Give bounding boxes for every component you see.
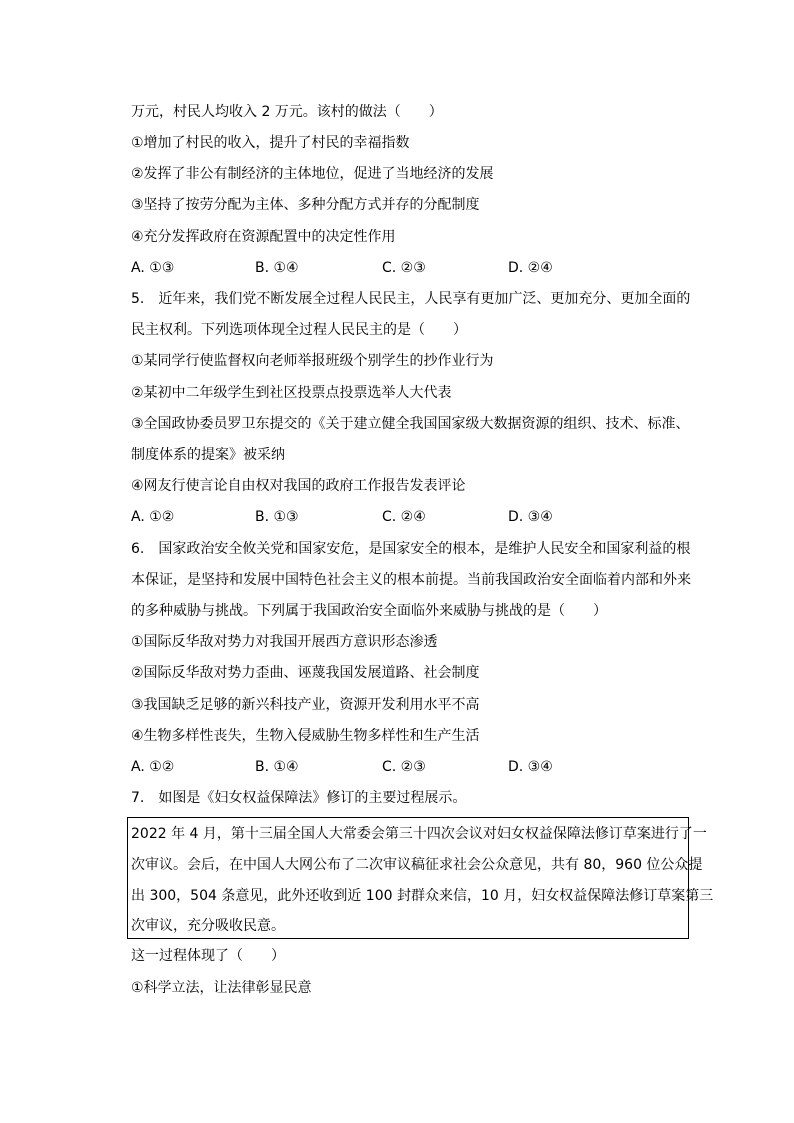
q5-option-b: B. ①③ (255, 509, 299, 525)
q4-option-a: A. ①③ (131, 260, 175, 276)
q6-stem-2: 本保证，是坚持和发展中国特色社会主义的根本前提。当前我国政治安全面临着内部和外来 (131, 572, 691, 588)
q5-statement-3b: 制度体系的提案》被采纳 (131, 447, 285, 463)
q6-statement-2: ②国际反华敌对势力歪曲、诬蔑我国发展道路、社会制度 (131, 665, 480, 681)
q6-option-b: B. ①④ (255, 759, 299, 775)
q6-statement-3: ③我国缺乏足够的新兴科技产业，资源开发利用水平不高 (131, 697, 480, 713)
q7-statement-1: ①科学立法，让法律彰显民意 (131, 980, 312, 996)
q6-option-d: D. ③④ (508, 759, 553, 775)
q4-statement-1: ①增加了村民的收入，提升了村民的幸福指数 (131, 135, 410, 151)
q4-statement-4: ④充分发挥政府在资源配置中的决定性作用 (131, 229, 396, 245)
q5-option-a: A. ①② (131, 509, 175, 525)
q5-option-c: C. ②④ (382, 509, 426, 525)
q5-statement-1: ①某同学行使监督权向老师举报班级个别学生的抄作业行为 (131, 353, 494, 369)
q5-statement-4: ④网友行使言论自由权对我国的政府工作报告发表评论 (131, 478, 466, 494)
q5-stem-1: 5. 近年来，我们党不断发展全过程人民民主，人民享有更加广泛、更加充分、更加全面的 (131, 291, 691, 307)
q7-question: 这一过程体现了（ ） (131, 948, 285, 964)
q6-statement-1: ①国际反华敌对势力对我国开展西方意识形态渗透 (131, 634, 438, 650)
q5-option-d: D. ③④ (508, 509, 553, 525)
q5-statement-3a: ③全国政协委员罗卫东提交的《关于建立健全我国国家级大数据资源的组织、技术、标准、 (131, 416, 690, 432)
q6-stem-3: 的多种威胁与挑战。下列属于我国政治安全面临外来威胁与挑战的是（ ） (131, 603, 607, 619)
q4-option-c: C. ②③ (382, 260, 426, 276)
q4-statement-3: ③坚持了按劳分配为主体、多种分配方式并存的分配制度 (131, 197, 480, 213)
q6-option-c: C. ②③ (382, 759, 426, 775)
q4-option-d: D. ②④ (508, 260, 553, 276)
q7-stem: 7. 如图是《妇女权益保障法》修订的主要过程展示。 (131, 790, 467, 806)
q6-statement-4: ④生物多样性丧失，生物入侵威胁生物多样性和生产生活 (131, 728, 480, 744)
q4-intro: 万元，村民人均收入 2 万元。该村的做法（ ） (131, 104, 443, 120)
q6-option-a: A. ①② (131, 759, 175, 775)
q7-box-line-1: 2022 年 4 月，第十三届全国人大常委会第三十四次会议对妇女权益保障法修订草案进行了一 (131, 826, 707, 842)
q4-statement-2: ②发挥了非公有制经济的主体地位，促进了当地经济的发展 (131, 166, 494, 182)
q7-material-box (127, 817, 714, 939)
q7-box-line-4: 次审议，充分吸收民意。 (131, 918, 285, 934)
q7-box-line-2: 次审议。会后，在中国人大网公布了二次审议稿征求社会公众意见，共有 80，960 位公众提 (131, 857, 703, 873)
q7-box-line-3: 出 300，504 条意见，此外还收到近 100 封群众来信，10 月，妇女权益保障法修订草案第三 (131, 888, 714, 904)
q5-statement-2: ②某初中二年级学生到社区投票点投票选举人大代表 (131, 385, 452, 401)
q6-stem-1: 6. 国家政治安全攸关党和国家安危，是国家安全的根本，是维护人民安全和国家利益的根 (131, 541, 691, 557)
q4-option-b: B. ①④ (255, 260, 299, 276)
q5-stem-2: 民主权利。下列选项体现全过程人民民主的是（ ） (131, 322, 467, 338)
